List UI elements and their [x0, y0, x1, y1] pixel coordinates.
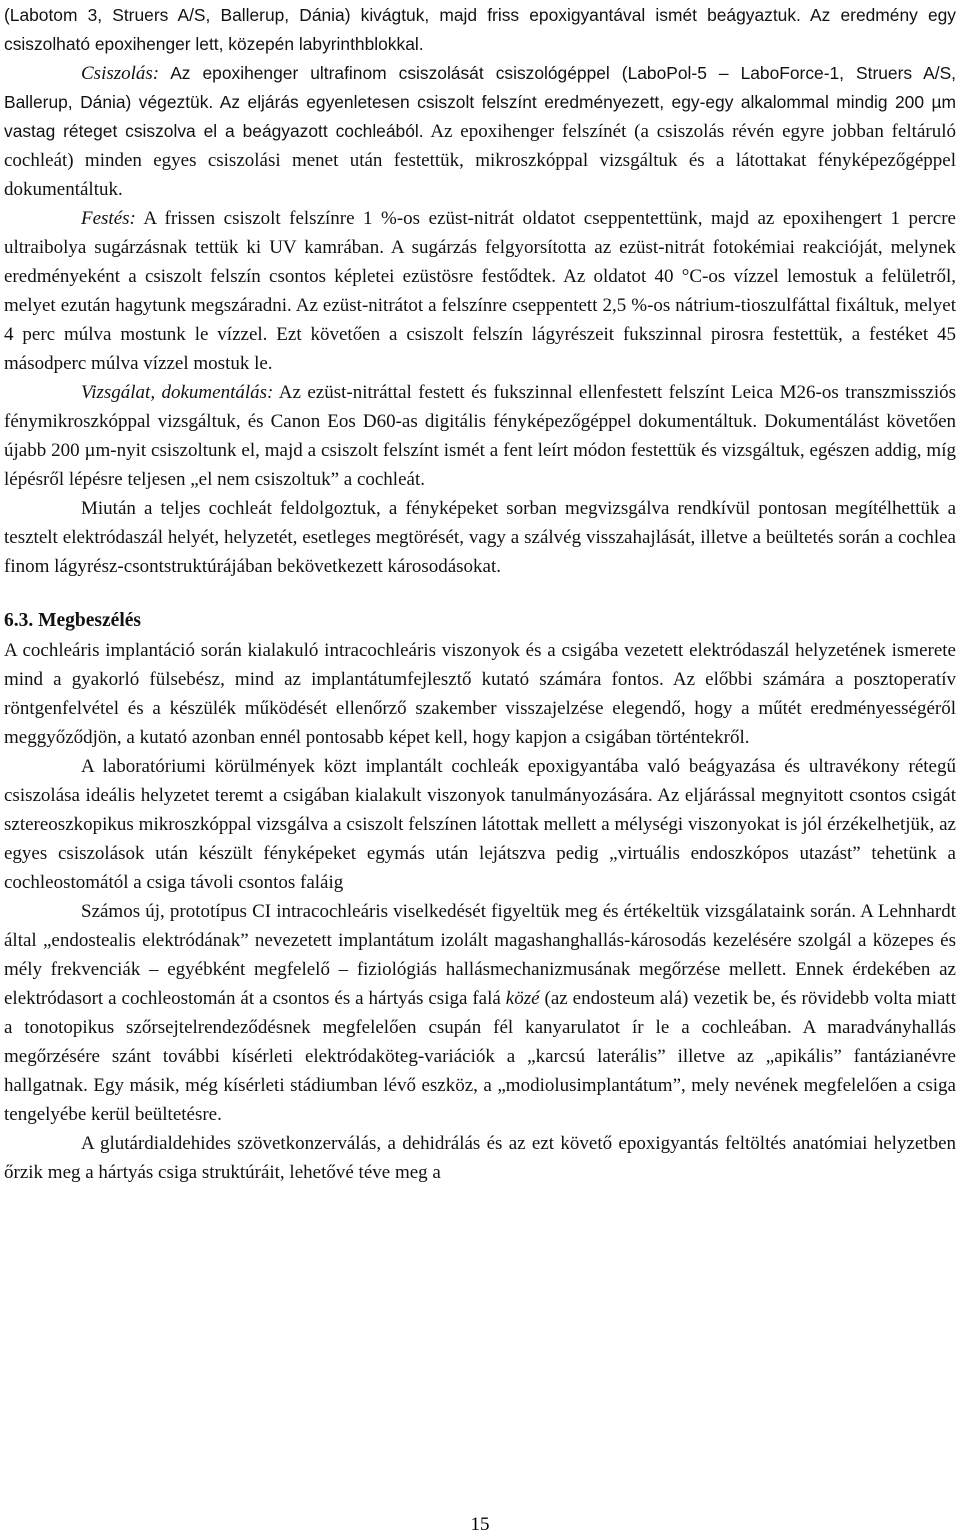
discussion-p3-part-a: Számos új, prototípus CI intracochleáris viselkedését figyeltük meg és értékeltük vizsgálataink során. A Lehnhardt által „endostealis elektródának” nevezetett implantátum izolált magashanghallás-károsodás kezelésére szolgál a közepes és mély frekvenciák – egyébként megfelelő – fiziológiás hallásmechanizmusának megőrzése mellett. Ennek érdekében az elektródasort a cochleostomán át a csontos és a hártyás csiga falá: [4, 901, 956, 1009]
discussion-p3-italic: közé: [505, 988, 540, 1009]
paragraph-embedding: (Labotom 3, Struers A/S, Ballerup, Dánia) kivágtuk, majd friss epoxigyantával ismét beágyaztuk. Az eredmény egy csiszolható epoxihenger lett, közepén labyrinthblokkal.: [4, 5, 956, 54]
section-heading: 6.3. Megbeszélés: [4, 610, 141, 631]
staining-lead: Festés:: [81, 208, 136, 229]
page-number: 15: [470, 1514, 490, 1535]
paragraph-evaluation: Miután a teljes cochleát feldolgoztuk, a fényképeket sorban megvizsgálva rendkívül pontosan megítélhettük a tesztelt elektródaszál helyét, helyzetét, esetleges megtörését, vagy a szálvég visszahajlását, illetve a beültetés során a cochlea finom lágyrész-csontstruktúrájában bekövetkezett károsodásokat.: [4, 498, 956, 577]
examination-lead: Vizsgálat, dokumentálás:: [81, 382, 274, 403]
discussion-paragraph-2: A laboratóriumi körülmények közt implantált cochleák epoxigyantába való beágyazása és ultravékony rétegű csiszolása ideális helyzetet teremt a csigában kialakult viszonyok tanulmányozására. Az eljárással megnyitott csontos csigát sztereoszkopikus mikroszkóppal vizsgálva a csiszolt felszínen látottak mellett a mélységi viszonyokat is jól érzékelhetjük, az egyes csiszolások után készült fényképeket egymás után lejátszva pedig „virtuális endoszkópos utazást” tehetünk a cochleostomától a csiga távoli csontos faláig: [4, 756, 956, 893]
grinding-lead: Csiszolás:: [81, 63, 160, 84]
discussion-p3-part-b: (az endosteum alá) vezetik be, és rövidebb volta miatt a tonotopikus szőrsejtelrendeződésnek megfelelően csupán fél kanyarulatot ír le a cochleában. A maradványhallás megőrzésére szánt további kísérleti elektródaköteg-variációk a „karcsú laterális” illetve az „apikális” fantázianévre hallgatnak. Egy másik, még kísérleti stádiumban lévő eszköz, a „modiolusimplantátum”, mely nevének megfelelően a csiga tengelyébe kerül beültetésre.: [4, 988, 956, 1125]
paragraph-examination: [4, 378, 956, 494]
grinding-text: Az epoxihenger felszínét (a csiszolás révén egyre jobban feltáruló cochleát) minden egyes csiszolási menet után festettük, mikroszkóppal vizsgáltuk és a látottakat fényképezőgéppel dokumentáltuk.: [4, 121, 956, 200]
examination-text: Az ezüst-nitráttal festett és fukszinnal ellenfestett felszínt Leica M26-os transzmissziós fénymikroszkóppal vizsgáltuk, és Canon Eos D60-as digitális fényképezőgéppel dokumentáltuk. Dokumentálást követően újabb 200 µm-nyit csiszoltunk el, majd a csiszolt felszínt ismét a fent leírt módon festettük és vizsgáltuk, egészen addig, míg lépésről lépésre teljesen „el nem csiszoltuk” a cochleát.: [4, 382, 956, 490]
discussion-paragraph-1: A cochleáris implantáció során kialakuló intracochleáris viszonyok és a csigába vezetett elektródaszál helyzetének ismerete mind a gyakorló fülsebész, mind az implantátumfejlesztő kutató számára fontos. Az előbbi számára a posztoperatív röntgenfelvétel és a készülék működését ellenőrző szakember visszajelzése elegendő, hogy a műtét eredményességéről meggyőződjön, a kutató azonban ennél pontosabb képet kell, hogy kapjon a csigában történtekről.: [4, 640, 956, 748]
discussion-paragraph-4: A glutárdialdehides szövetkonzerválás, a dehidrálás és az ezt követő epoxigyantás feltöltés anatómiai helyzetben őrzik meg a hártyás csiga struktúráit, lehetővé téve meg a: [4, 1133, 956, 1183]
discussion-paragraph-3: [4, 897, 956, 1129]
grinding-text-sans: Az epoxihenger ultrafinom csiszolását csiszológéppel (LaboPol-5 – LaboForce-1, Struers A/S, Ballerup, Dánia) végeztük. Az eljárás egyenletesen csiszolt felszínt eredményezett, egy-egy alkalommal mindig 200 µm vastag réteget csiszolva el a beágyazott cochleából.: [4, 63, 956, 141]
staining-text: A frissen csiszolt felszínre 1 %-os ezüst-nitrát oldatot cseppentettünk, majd az epoxihengert 1 percre ultraibolya sugárzásnak tettük ki UV kamrában. A sugárzás felgyorsította az ezüst-nitrát fotokémiai reakcióját, melynek eredményeként a csiszolt felszín csontos képletei ezüstösre festődtek. Az oldatot 40 °C-os vízzel lemostuk a felületről, melyet ezután hagytunk megszáradni. Az ezüst-nitrátot a felszínre cseppentett 2,5 %-os nátrium-tioszulfáttal fixáltuk, melyet 4 perc múlva mostunk le vízzel. Ezt követően a csiszolt felszín lágyrészeit fukszinnal pirosra festettük, a festéket 45 másodperc múlva vízzel mostuk le.: [4, 208, 956, 374]
paragraph-staining: [4, 204, 956, 378]
paragraph-grinding: [4, 59, 956, 204]
methods-continuation: [4, 0, 956, 581]
